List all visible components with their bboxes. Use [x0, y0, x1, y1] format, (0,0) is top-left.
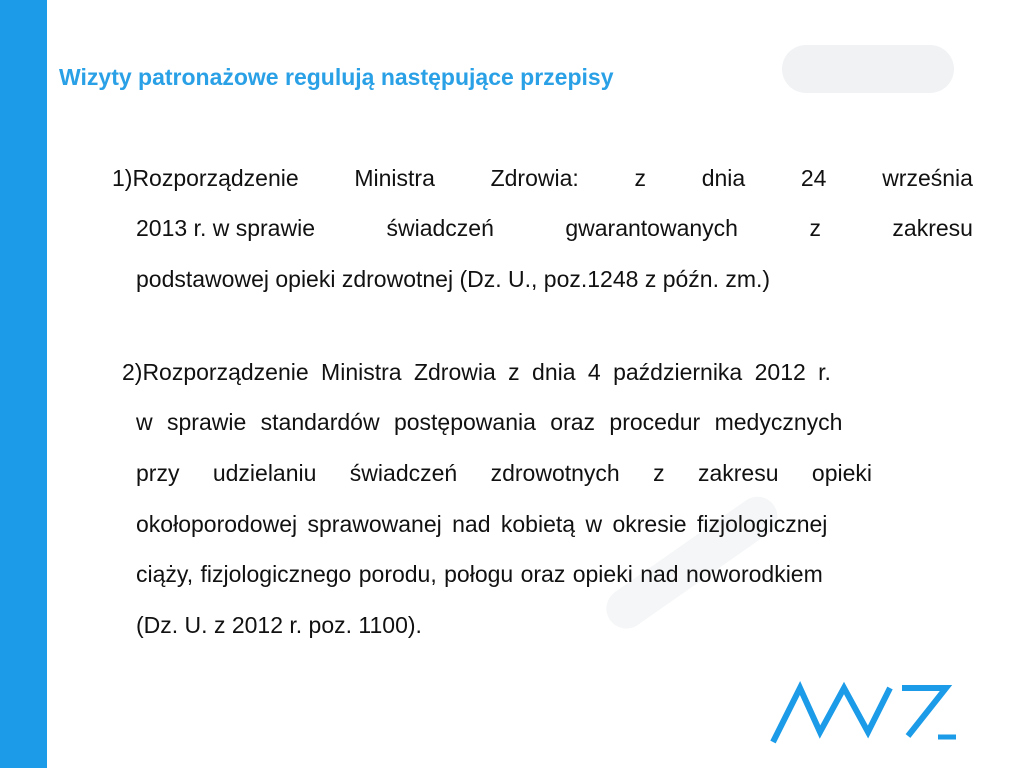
text-word: zakresu: [892, 215, 973, 241]
text-word: Zdrowia:: [490, 165, 579, 191]
text-word: gwarantowanych: [565, 215, 738, 241]
regulation-2-line-5: ciąży, fizjologicznego porodu, połogu oraz opieki nad noworodkiem: [136, 561, 823, 587]
slide-title: Wizyty patronażowe regulują następujące przepisy: [59, 64, 614, 90]
regulation-2-line-3: przy udzielaniu świadczeń zdrowotnych z zakresu opieki: [136, 460, 873, 486]
text-word: świadczeń: [386, 215, 494, 241]
text-word: 2013 r. w sprawie: [136, 215, 315, 241]
text-word: z: [809, 215, 821, 241]
text-word: 24: [800, 165, 827, 191]
regulation-1-number: 1)Rozporządzenie: [112, 165, 299, 191]
mz-logo-icon: [770, 680, 960, 744]
regulation-2-line-2: w sprawie standardów postępowania oraz procedur medycznych: [136, 409, 843, 435]
text-word: września: [882, 165, 973, 191]
regulation-1-line-3: podstawowej opieki zdrowotnej (Dz. U., poz.1248 z późn. zm.): [136, 266, 771, 292]
regulation-2-line-6: (Dz. U. z 2012 r. poz. 1100).: [136, 612, 422, 638]
text-word: dnia: [701, 165, 746, 191]
text-word: Ministra: [354, 165, 435, 191]
regulation-2-line-1: 2)Rozporządzenie Ministra Zdrowia z dnia 4 października 2012 r.: [122, 359, 831, 385]
text-word: z: [634, 165, 646, 191]
regulation-2-line-4: okołoporodowej sprawowanej nad kobietą w okresie fizjologicznej: [136, 511, 828, 537]
